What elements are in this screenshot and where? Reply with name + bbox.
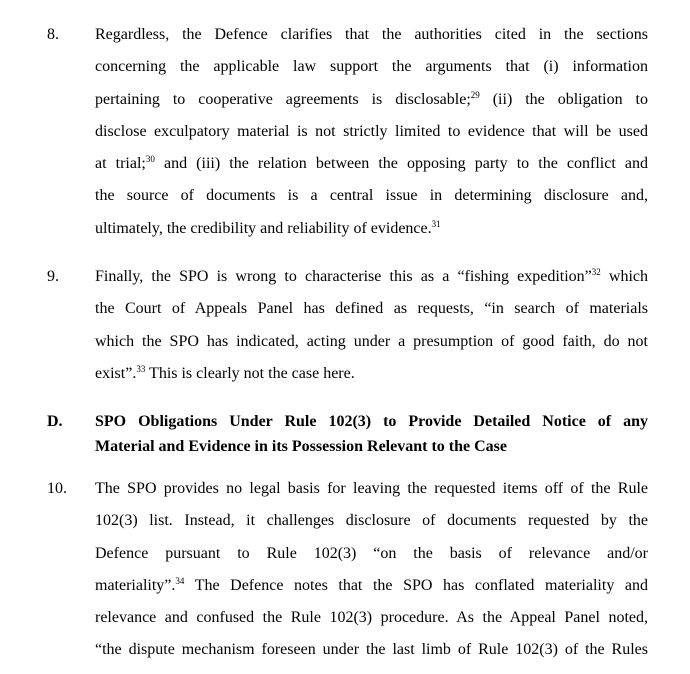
section-letter: D. (47, 413, 63, 430)
text-line (95, 300, 648, 332)
line-text: The SPO provides no legal basis for leaving the requested items off of the Rule (95, 480, 648, 497)
line-text: the source of documents is a central issue in determining disclosure and, (95, 187, 648, 205)
text-line (95, 91, 648, 123)
text-line (95, 577, 648, 609)
line-text: disclose exculpatory material is not strictly limited to evidence that will be used (95, 122, 648, 140)
text-line (95, 545, 648, 577)
text-line (95, 123, 648, 155)
text-line (95, 480, 648, 512)
paragraph-body (95, 480, 648, 674)
text-line (95, 365, 648, 397)
line-text: 102(3) list. Instead, it challenges disclosure of documents requested by the (95, 512, 648, 530)
text-line (95, 26, 648, 58)
line-text: ultimately, the credibility and reliability of evidence. (95, 219, 432, 237)
line-text-continued: (ii) the obligation to (479, 90, 648, 108)
text-line (95, 512, 648, 544)
line-text: relevance and confused the Rule 102(3) procedure. As the Appeal Panel noted, (95, 609, 648, 627)
footnote-marker[interactable]: 32 (591, 267, 601, 277)
paragraph-number: 10. (47, 480, 67, 497)
text-line (95, 58, 648, 90)
line-text: at trial; (95, 155, 146, 173)
line-text: Defence pursuant to Rule 102(3) “on the basis of relevance and/or (95, 544, 648, 562)
line-text-continued: The Defence notes that the SPO has conflated materiality and (184, 576, 648, 594)
footnote-marker[interactable]: 30 (145, 154, 155, 165)
text-line (95, 333, 648, 365)
text-line (95, 609, 648, 641)
paragraph-body (95, 268, 648, 397)
heading-line: SPO Obligations Under Rule 102(3) to Provide Detailed Notice of any (95, 413, 648, 430)
line-text: the Court of Appeals Panel has defined as requests, “in search of materials (95, 300, 648, 318)
line-text: materiality”. (95, 576, 176, 594)
line-text: Regardless, the Defence clarifies that the authorities cited in the sections (95, 26, 648, 43)
footnote-marker[interactable]: 33 (136, 363, 146, 374)
line-text-continued: This is clearly not the case here. (145, 364, 355, 382)
footnote-marker[interactable]: 29 (470, 89, 480, 100)
line-text-continued: and (iii) the relation between the opposing party to the conflict and (154, 155, 648, 173)
text-line (95, 220, 648, 252)
paragraph-number: 8. (47, 26, 59, 43)
text-line (95, 641, 648, 673)
line-text: concerning the applicable law support the arguments that (i) information (95, 58, 648, 76)
line-text: Finally, the SPO is wrong to characterise this as a “fishing expedition” (95, 268, 592, 285)
text-line (95, 155, 648, 187)
text-line (95, 187, 648, 219)
footnote-marker[interactable]: 34 (175, 575, 185, 586)
text-line (95, 268, 648, 300)
line-text: which the SPO has indicated, acting under a presumption of good faith, do not (95, 332, 648, 350)
line-text: pertaining to cooperative agreements is disclosable; (95, 90, 471, 108)
paragraph-number: 9. (47, 268, 59, 285)
line-text: exist”. (95, 364, 137, 382)
heading-line: Material and Evidence in its Possession Relevant to the Case (95, 438, 507, 455)
section-heading-text (95, 413, 648, 463)
line-text-continued: which (600, 268, 648, 285)
footnote-marker[interactable]: 31 (431, 218, 441, 229)
line-text: “the dispute mechanism foreseen under the last limb of Rule 102(3) of the Rules (95, 641, 648, 659)
paragraph-body (95, 26, 648, 252)
